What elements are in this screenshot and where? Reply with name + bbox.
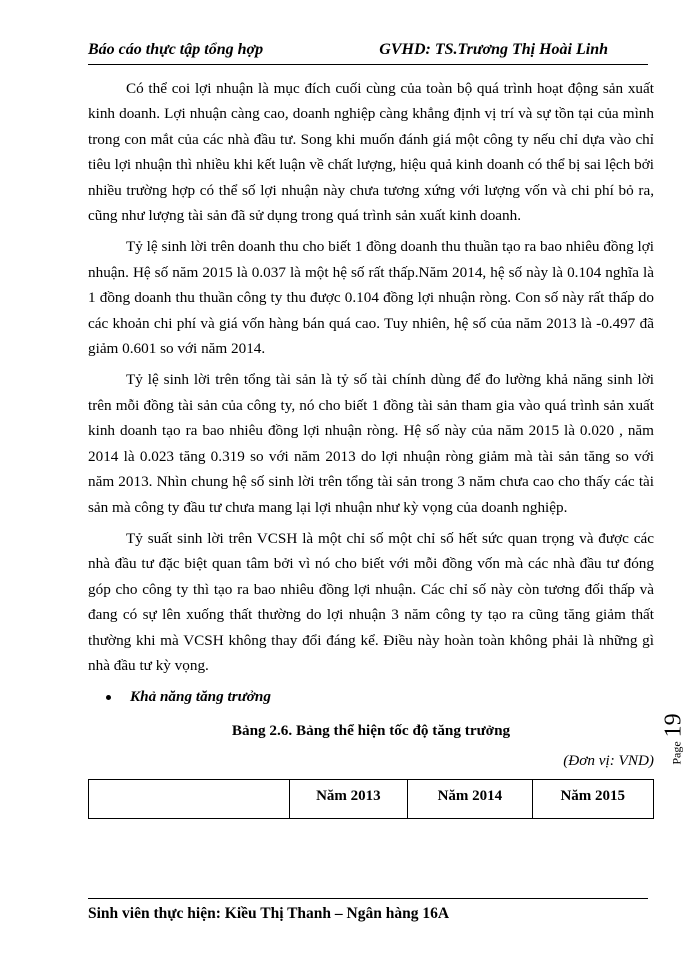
table-unit: (Đơn vị: VND) (563, 751, 654, 769)
table-header-cell: Năm 2015 (532, 780, 654, 819)
table-header-cell (89, 780, 290, 819)
page-digit: 19 (660, 713, 687, 738)
supervisor-name: GVHD: TS.Trương Thị Hoài Linh (379, 41, 608, 58)
body-content (88, 76, 654, 819)
page-label: Page (669, 741, 684, 765)
section-heading: Khả năng tăng trưởng (130, 688, 271, 706)
page-number (654, 704, 694, 774)
bullet-dot-icon (106, 695, 111, 700)
table-header-cell: Năm 2013 (289, 780, 408, 819)
report-title: Báo cáo thực tập tổng hợp (88, 41, 264, 58)
table-header-row (89, 780, 654, 819)
page-footer: Sinh viên thực hiện: Kiều Thị Thanh – Ngân hàng 16A (88, 898, 648, 923)
paragraph-profit-overview: Có thể coi lợi nhuận là mục đích cuối cùng của toàn bộ quá trình hoạt động sản xuất kinh doanh. Lợi nhuận càng cao, doanh nghiệp càng khẳng định vị trí và sự tồn tại của mình trong con mắt của các nhà đầu tư. Song khi muốn đánh giá một công ty nếu chỉ dựa vào chỉ tiêu lợi nhuận thì nhiều khi kết luận về chất lượng, hiệu quả kinh doanh có thể bị sai lệch bởi nhiều trường hợp có thể số lợi nhuận này chưa tương xứng với lượng vốn và chi phí bỏ ra, cũng như lượng tài sản đã sử dụng trong quá trình sản xuất kinh doanh. (88, 80, 654, 225)
paragraph-return-on-assets: Tỷ lệ sinh lời trên tổng tài sản là tỷ số tài chính dùng để đo lường khả năng sinh lời trên mỗi đồng tài sản của công ty, nó cho biết 1 đồng tài sản tham gia vào quá trình sản xuất kinh doanh tạo ra bao nhiêu đồng lợi nhuận ròng. Hệ số này của năm 2015 là 0.020 , năm 2014 là 0.023 tăng 0.319 so với năm 2013 do lợi nhuận ròng giảm mà tài sản tăng so với năm 2013. Nhìn chung hệ số sinh lời trên tổng tài sản trong 3 năm chưa cao cho thấy các tài sản mà công ty đầu tư chưa mang lại lợi nhuận như kỳ vọng của doanh nghiệp. (88, 371, 654, 516)
paragraph-return-on-equity: Tỷ suất sinh lời trên VCSH là một chỉ số một chỉ số hết sức quan trọng và được các nhà đầu tư đặc biệt quan tâm bởi vì nó cho biết với mỗi đồng vốn mà các nhà đầu tư đóng góp cho công ty thì tạo ra bao nhiêu đồng lợi nhuận. Các chỉ số này còn tương đối thấp và đang có sự lên xuống thất thường do lợi nhuận 3 năm công ty tạo ra cũng tăng giảm thất thường khi mà VCSH không thay đổi đáng kể. Điều này hoàn toàn không phải là những gì nhà đầu tư kỳ vọng. (88, 529, 654, 674)
table-header-cell: Năm 2014 (408, 780, 532, 819)
table-title: Bảng 2.6. Bảng thể hiện tốc độ tăng trưởng (231, 722, 511, 740)
paragraph-return-on-revenue: Tỷ lệ sinh lời trên doanh thu cho biết 1 đồng doanh thu thuần tạo ra bao nhiêu đồng lợi nhuận. Hệ số năm 2015 là 0.037 là một hệ số rất thấp.Năm 2014, hệ số này là 0.104 nghĩa là 1 đồng doanh thu thuần công ty thu được 0.104 đồng lợi nhuận ròng. Con số này rất thấp do các khoản chi phí và giá vốn hàng bán quá cao. Tuy nhiên, hệ số của năm 2013 là -0.497 đã giảm 0.601 so với năm 2014. (88, 238, 654, 358)
page-header (88, 38, 648, 65)
section-bullet (88, 684, 654, 710)
growth-table (88, 779, 654, 819)
